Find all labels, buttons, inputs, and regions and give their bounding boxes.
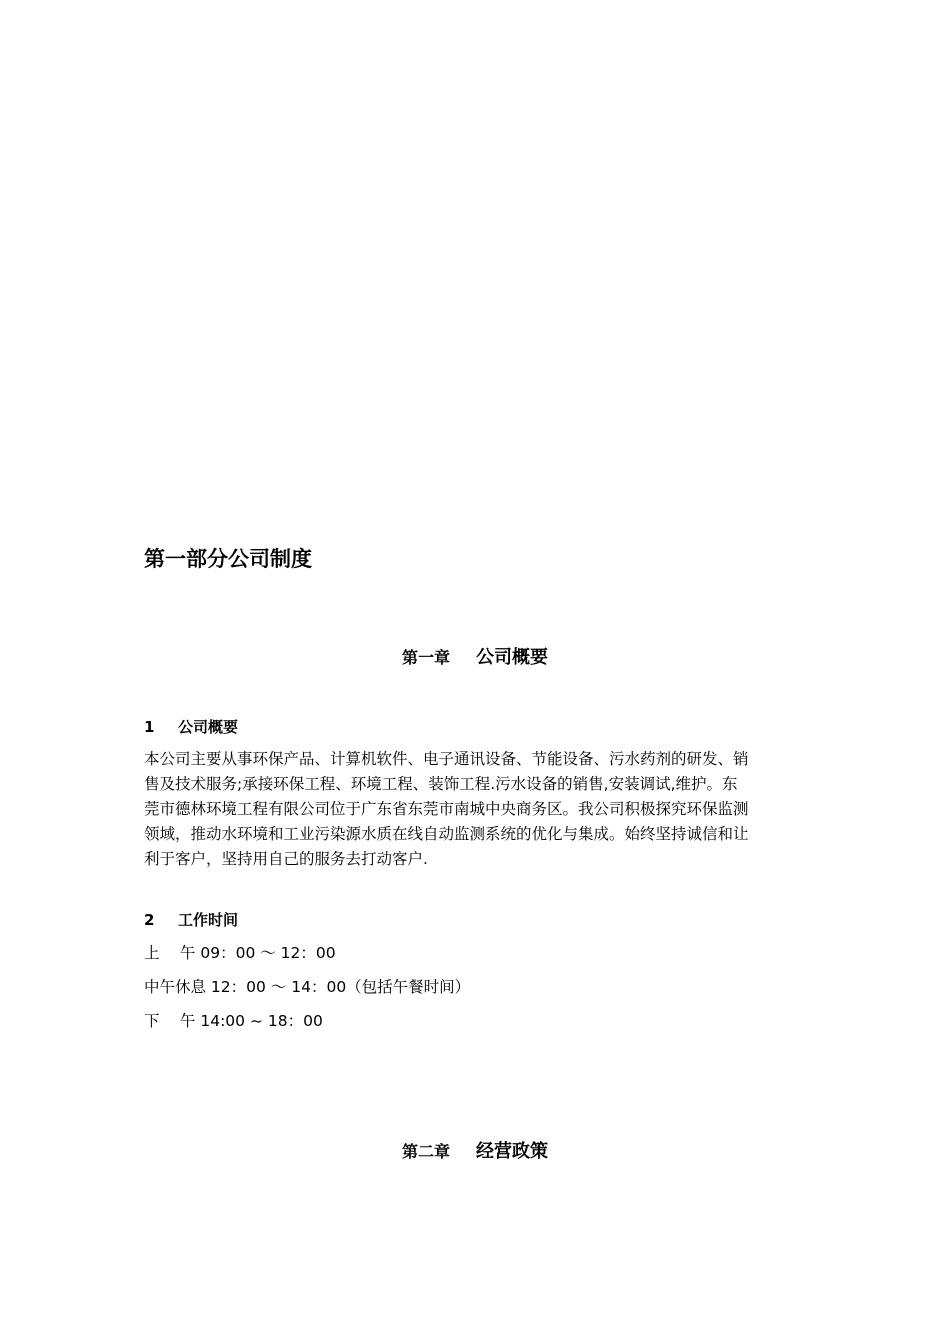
section-title: 工作时间 <box>178 911 239 929</box>
schedule-noon-break: 中午休息 12：00 ～ 14：00（包括午餐时间） <box>144 978 471 996</box>
chapter-heading <box>0 1137 950 1163</box>
section-heading <box>144 909 238 930</box>
paragraph-line: 领域，推动水环境和工业污染源水质在线自动监测系统的优化与集成。始终坚持诚信和让 <box>144 825 749 843</box>
paragraph-line: 本公司主要从事环保产品、计算机软件、电子通讯设备、节能设备、污水药剂的研发、销 <box>144 750 749 768</box>
company-overview-paragraph <box>144 747 800 872</box>
section-number: 2 <box>144 911 155 929</box>
part-title: 第一部分公司制度 <box>144 547 312 571</box>
schedule-afternoon: 下 午 14:00 ~ 18：00 <box>144 1012 323 1030</box>
chapter-heading <box>0 643 950 669</box>
paragraph-line: 售及技术服务;承接环保工程、环境工程、装饰工程.污水设备的销售,安装调试,维护。东 <box>144 775 738 793</box>
chapter-name: 公司概要 <box>476 647 548 668</box>
section-heading <box>144 716 238 737</box>
section-title: 公司概要 <box>178 718 239 736</box>
paragraph-line: 莞市德林环境工程有限公司位于广东省东莞市南城中央商务区。我公司积极探究环保监测 <box>144 800 749 818</box>
paragraph-line: 利于客户，坚持用自己的服务去打动客户. <box>144 850 428 868</box>
chapter-number: 第二章 <box>401 1141 450 1161</box>
schedule-morning: 上 午 09：00 ～ 12：00 <box>144 944 336 962</box>
section-number: 1 <box>144 718 155 736</box>
chapter-name: 经营政策 <box>476 1141 548 1162</box>
chapter-number: 第一章 <box>401 647 450 667</box>
